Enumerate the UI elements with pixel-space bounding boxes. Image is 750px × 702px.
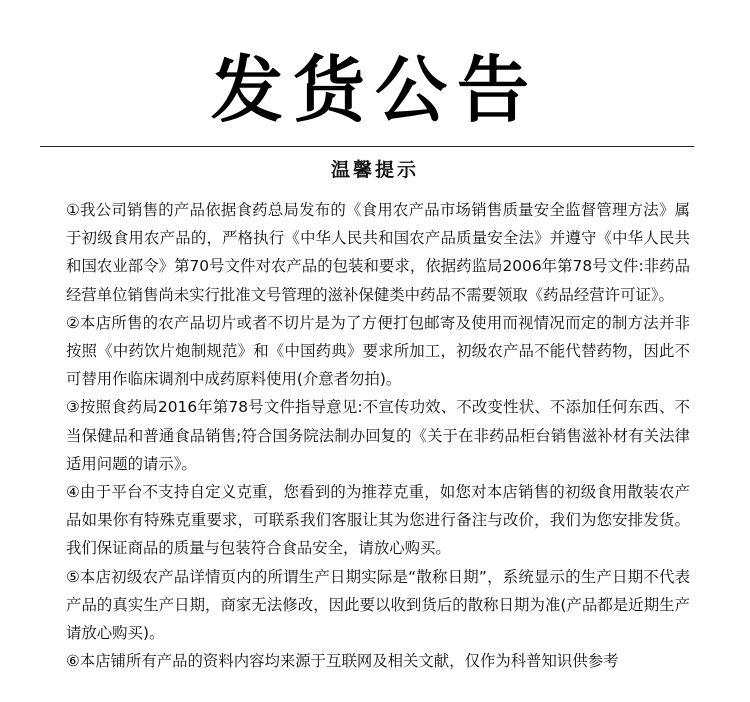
title-divider bbox=[40, 146, 694, 147]
page-title: 发货公告 bbox=[210, 48, 539, 132]
notice-item-6: ⑥本店铺所有产品的资料内容均来源于互联网及相关文献，仅作为科普知识供参考 bbox=[66, 652, 619, 671]
notice-item-2: ②本店所售的农产品切片或者不切片是为了方便打包邮寄及使用而视情况而定的制方法并非按照《中药饮片炮制规范》和《中国药典》要求所加工，初级农产品不能代替药物，因此不可替用作临床调剂中成药原料使用(介意者勿拍)。 bbox=[66, 313, 690, 389]
notice-item-5: ⑤本店初级农产品详情页内的所谓生产日期实际是“散称日期”，系统显示的生产日期不代表产品的真实生产日期，商家无法修改，因此要以收到货后的散称日期为准(产品都是近期生产请放心购买)。 bbox=[66, 567, 690, 643]
notice-item-1: ①我公司销售的产品依据食药总局发布的《食用农产品市场销售质量安全监督管理方法》属于初级食用农产品的，严格执行《中华人民共和国农产品质量安全法》并遵守《中华人民共和国农业部令》第70号文件对农产品的包装和要求，依据药监局2006年第78号文件:非药品经营单位销售尚未实行批准文号管理的滋补保健类中药品不需要领取《药品经营许可证》。 bbox=[66, 201, 690, 304]
notice-item-4: ④由于平台不支持自定义克重，您看到的为推荐克重，如您对本店销售的初级食用散装农产品如果你有特殊克重要求，可联系我们客服让其为您进行备注与改价，我们为您安排发货。我们保证商品的质量与包装符合食品安全，请放心购买。 bbox=[66, 483, 690, 558]
page-subtitle: 温馨提示 bbox=[330, 159, 419, 181]
notice-list bbox=[66, 196, 690, 675]
notice-item-3: ③按照食药局2016年第78号文件指导意见:不宣传功效、不改变性状、不添加任何东西、不当保健品和普通食品销售;符合国务院法制办回复的《关于在非药品柜台销售滋补材有关法律适用问题的请示》。 bbox=[66, 398, 690, 473]
